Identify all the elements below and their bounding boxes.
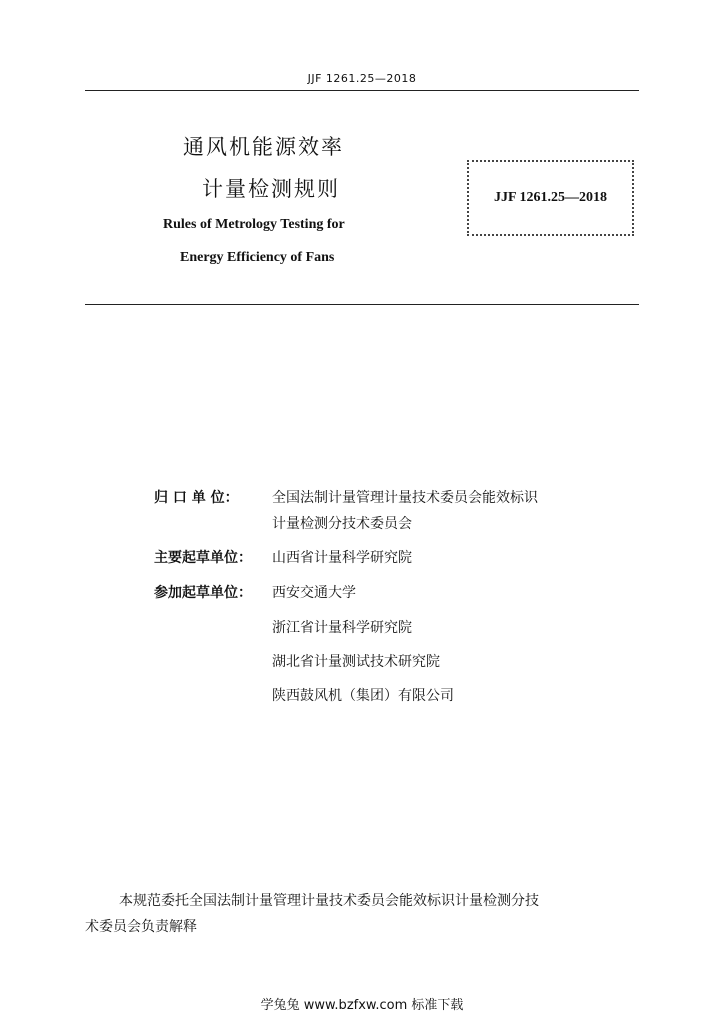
running-header: JJF 1261.25—2018	[307, 72, 417, 85]
responsible-unit-line2: 计量检测分技术委员会	[272, 516, 412, 532]
title-en-line1: Rules of Metrology Testing for	[163, 217, 345, 232]
interpretation-note-line1: 本规范委托全国法制计量管理计量技术委员会能效标识计量检测分技	[119, 893, 539, 909]
interpretation-note-line2: 术委员会负责解释	[85, 919, 197, 935]
main-drafter-label: 主要起草单位：	[154, 550, 252, 566]
participant-item: 浙江省计量科学研究院	[272, 620, 412, 636]
participant-item: 陕西鼓风机（集团）有限公司	[272, 688, 454, 704]
title-zh-line1: 通风机能源效率	[183, 135, 344, 159]
site-footer: 学兔兔 www.bzfxw.com 标准下载	[260, 998, 464, 1013]
responsible-unit-label: 归 口 单 位：	[154, 490, 239, 506]
title-rule	[85, 304, 639, 305]
responsible-unit-line1: 全国法制计量管理计量技术委员会能效标识	[272, 490, 538, 506]
participant-item: 西安交通大学	[272, 585, 356, 601]
title-zh-line2: 计量检测规则	[202, 177, 340, 201]
main-drafter-value: 山西省计量科学研究院	[272, 550, 412, 566]
header-rule	[85, 90, 639, 91]
standard-code-box	[467, 160, 634, 236]
participants-label: 参加起草单位：	[154, 585, 252, 601]
title-en-line2: Energy Efficiency of Fans	[180, 250, 335, 265]
participant-item: 湖北省计量测试技术研究院	[272, 654, 440, 670]
standard-code: JJF 1261.25—2018	[493, 190, 608, 205]
